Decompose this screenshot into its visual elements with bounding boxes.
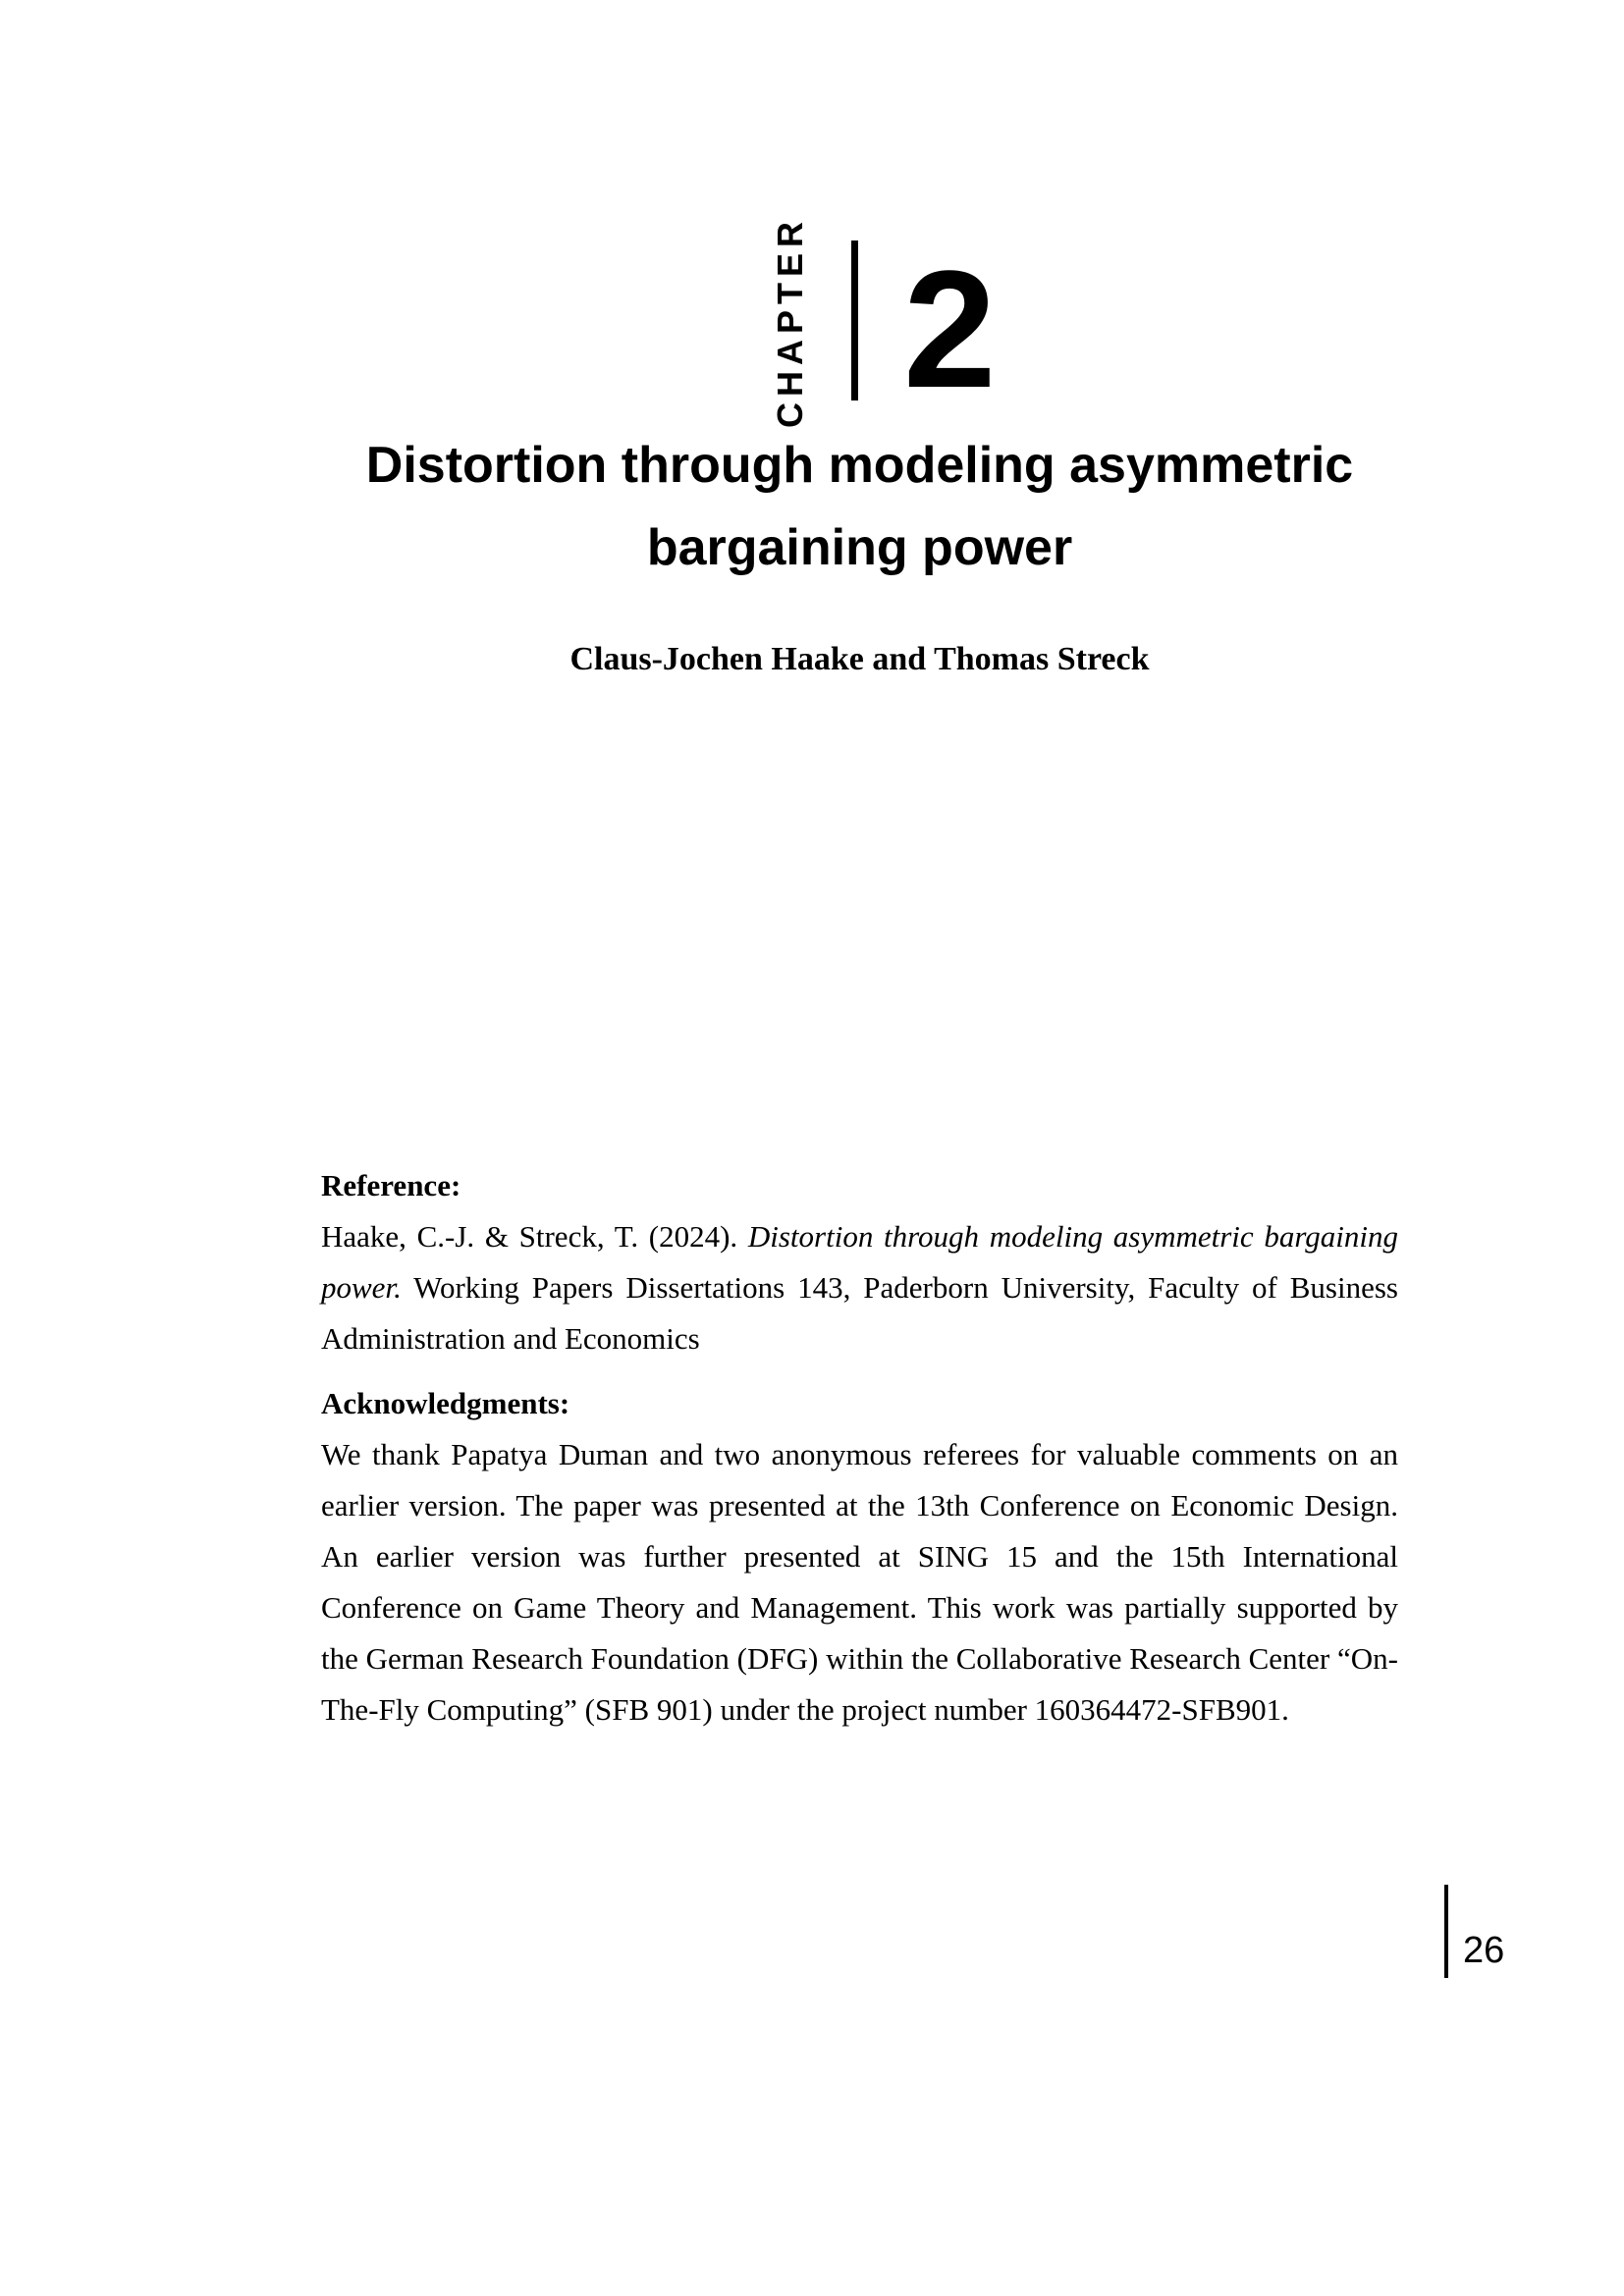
chapter-title [321, 424, 1398, 589]
acknowledgments-text: We thank Papatya Duman and two anonymous referees for valuable comments on an earlier version. The paper was presented at the 13th Conference on Economic Design. An earlier version was further presented at SING 15 and the 15th International Conference on Game Theory and Management. This work was partially supported by the German Research Foundation (DFG) within the Collaborative Research Center “On-The-Fly Computing” (SFB 901) under the project number 160364472-SFB901. [321, 1437, 1398, 1727]
citation-authors-year: Haake, C.-J. & Streck, T. (2024). [321, 1219, 748, 1254]
chapter-number: 2 [903, 237, 997, 423]
citation-publisher: Working Papers Dissertations 143, Paderborn University, Faculty of Business Administration and Economics [321, 1270, 1398, 1356]
page-number-rule [1444, 1885, 1448, 1978]
chapter-title-line-1: Distortion through modeling asymmetric [365, 437, 1354, 494]
chapter-divider-rule [851, 240, 858, 400]
page-number: 26 [1463, 1930, 1505, 1971]
authors-line: Claus-Jochen Haake and Thomas Streck [569, 641, 1150, 677]
reference-heading: Reference: [321, 1168, 461, 1202]
reference-citation [321, 1211, 1398, 1364]
chapter-title-line-2: bargaining power [646, 519, 1073, 576]
citation-title-italic: Distortion through modeling asymmetric bargaining power. [321, 1219, 1398, 1305]
acknowledgments-heading: Acknowledgments: [321, 1386, 570, 1420]
chapter-label: CHAPTER [770, 216, 810, 429]
front-matter-block [321, 1160, 1398, 1735]
